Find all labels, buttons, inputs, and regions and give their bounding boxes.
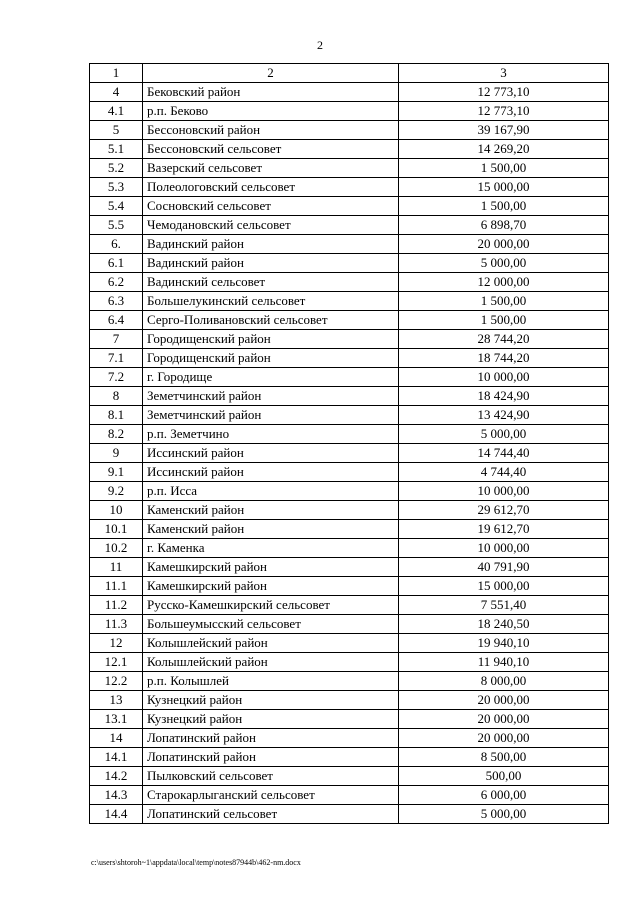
table-row — [90, 292, 609, 311]
row-number-cell: 14.3 — [90, 786, 143, 805]
row-name-cell: Городищенский район — [143, 330, 399, 349]
row-number-cell: 6.3 — [90, 292, 143, 311]
allocation-table — [89, 63, 609, 824]
row-value-cell: 20 000,00 — [399, 729, 609, 748]
table-row — [90, 159, 609, 178]
row-number-cell: 11 — [90, 558, 143, 577]
row-number-cell: 9.1 — [90, 463, 143, 482]
table-body — [90, 64, 609, 824]
row-name-cell: Сосновский сельсовет — [143, 197, 399, 216]
row-value-cell: 19 940,10 — [399, 634, 609, 653]
table-row — [90, 805, 609, 824]
row-name-cell: Камешкирский район — [143, 558, 399, 577]
row-name-cell: Пылковский сельсовет — [143, 767, 399, 786]
row-number-cell: 14 — [90, 729, 143, 748]
row-name-cell: Бессоновский район — [143, 121, 399, 140]
row-name-cell: р.п. Земетчино — [143, 425, 399, 444]
table-header-row — [90, 64, 609, 83]
row-name-cell: Русско-Камешкирский сельсовет — [143, 596, 399, 615]
row-number-cell: 5.1 — [90, 140, 143, 159]
table-row — [90, 349, 609, 368]
row-value-cell: 10 000,00 — [399, 368, 609, 387]
table-row — [90, 387, 609, 406]
row-name-cell: Бессоновский сельсовет — [143, 140, 399, 159]
row-name-cell: Камешкирский район — [143, 577, 399, 596]
row-value-cell: 8 000,00 — [399, 672, 609, 691]
row-number-cell: 8.2 — [90, 425, 143, 444]
row-value-cell: 18 744,20 — [399, 349, 609, 368]
row-name-cell: Колышлейский район — [143, 653, 399, 672]
column-header-value: 3 — [399, 64, 609, 83]
table-row — [90, 482, 609, 501]
row-value-cell: 10 000,00 — [399, 539, 609, 558]
table-row — [90, 634, 609, 653]
row-number-cell: 5 — [90, 121, 143, 140]
row-name-cell: Большелукинский сельсовет — [143, 292, 399, 311]
row-number-cell: 10 — [90, 501, 143, 520]
row-name-cell: Кузнецкий район — [143, 710, 399, 729]
table-row — [90, 710, 609, 729]
table-row — [90, 558, 609, 577]
row-value-cell: 4 744,40 — [399, 463, 609, 482]
table-row — [90, 178, 609, 197]
row-value-cell: 20 000,00 — [399, 691, 609, 710]
row-name-cell: Лопатинский район — [143, 748, 399, 767]
row-number-cell: 5.4 — [90, 197, 143, 216]
table-row — [90, 767, 609, 786]
table-row — [90, 786, 609, 805]
row-name-cell: р.п. Беково — [143, 102, 399, 121]
row-value-cell: 28 744,20 — [399, 330, 609, 349]
row-value-cell: 20 000,00 — [399, 710, 609, 729]
row-value-cell: 39 167,90 — [399, 121, 609, 140]
table-row — [90, 406, 609, 425]
table-row — [90, 197, 609, 216]
row-name-cell: Вадинский район — [143, 254, 399, 273]
row-name-cell: Кузнецкий район — [143, 691, 399, 710]
row-number-cell: 5.2 — [90, 159, 143, 178]
row-value-cell: 18 240,50 — [399, 615, 609, 634]
row-number-cell: 14.1 — [90, 748, 143, 767]
row-name-cell: Каменский район — [143, 501, 399, 520]
row-number-cell: 6. — [90, 235, 143, 254]
table-row — [90, 102, 609, 121]
row-value-cell: 5 000,00 — [399, 425, 609, 444]
row-value-cell: 12 773,10 — [399, 83, 609, 102]
row-value-cell: 15 000,00 — [399, 577, 609, 596]
row-number-cell: 9.2 — [90, 482, 143, 501]
row-name-cell: Земетчинский район — [143, 406, 399, 425]
table-row — [90, 83, 609, 102]
row-name-cell: Иссинский район — [143, 463, 399, 482]
row-value-cell: 29 612,70 — [399, 501, 609, 520]
table-row — [90, 539, 609, 558]
table-row — [90, 425, 609, 444]
row-name-cell: р.п. Исса — [143, 482, 399, 501]
row-name-cell: Серго-Поливановский сельсовет — [143, 311, 399, 330]
row-name-cell: Большеумысский сельсовет — [143, 615, 399, 634]
row-value-cell: 6 000,00 — [399, 786, 609, 805]
row-name-cell: Колышлейский район — [143, 634, 399, 653]
table-row — [90, 501, 609, 520]
row-name-cell: г. Каменка — [143, 539, 399, 558]
table-row — [90, 235, 609, 254]
row-number-cell: 8.1 — [90, 406, 143, 425]
row-number-cell: 5.5 — [90, 216, 143, 235]
table-row — [90, 368, 609, 387]
row-number-cell: 11.1 — [90, 577, 143, 596]
row-number-cell: 12 — [90, 634, 143, 653]
row-number-cell: 6.2 — [90, 273, 143, 292]
table-row — [90, 140, 609, 159]
row-name-cell: Вазерский сельсовет — [143, 159, 399, 178]
row-number-cell: 5.3 — [90, 178, 143, 197]
row-value-cell: 19 612,70 — [399, 520, 609, 539]
row-value-cell: 14 269,20 — [399, 140, 609, 159]
row-name-cell: Бековский район — [143, 83, 399, 102]
row-number-cell: 7 — [90, 330, 143, 349]
table-row — [90, 463, 609, 482]
row-number-cell: 8 — [90, 387, 143, 406]
row-number-cell: 10.1 — [90, 520, 143, 539]
row-number-cell: 7.2 — [90, 368, 143, 387]
table-row — [90, 615, 609, 634]
row-value-cell: 10 000,00 — [399, 482, 609, 501]
row-number-cell: 14.2 — [90, 767, 143, 786]
row-number-cell: 4 — [90, 83, 143, 102]
row-value-cell: 1 500,00 — [399, 292, 609, 311]
table-row — [90, 729, 609, 748]
row-value-cell: 8 500,00 — [399, 748, 609, 767]
table-row — [90, 216, 609, 235]
document-file-path: c:\users\shtoroh~1\appdata\local\temp\notes87944b\462-nm.docx — [91, 858, 301, 867]
row-number-cell: 6.4 — [90, 311, 143, 330]
row-name-cell: Чемодановский сельсовет — [143, 216, 399, 235]
row-number-cell: 6.1 — [90, 254, 143, 273]
row-value-cell: 40 791,90 — [399, 558, 609, 577]
row-value-cell: 1 500,00 — [399, 197, 609, 216]
row-value-cell: 12 773,10 — [399, 102, 609, 121]
row-value-cell: 5 000,00 — [399, 254, 609, 273]
row-value-cell: 11 940,10 — [399, 653, 609, 672]
table-row — [90, 596, 609, 615]
table-row — [90, 330, 609, 349]
row-name-cell: Каменский район — [143, 520, 399, 539]
row-name-cell: Лопатинский сельсовет — [143, 805, 399, 824]
column-header-name: 2 — [143, 64, 399, 83]
row-value-cell: 500,00 — [399, 767, 609, 786]
row-name-cell: Городищенский район — [143, 349, 399, 368]
row-number-cell: 4.1 — [90, 102, 143, 121]
table-row — [90, 311, 609, 330]
row-value-cell: 5 000,00 — [399, 805, 609, 824]
row-number-cell: 9 — [90, 444, 143, 463]
table-row — [90, 672, 609, 691]
row-number-cell: 7.1 — [90, 349, 143, 368]
row-name-cell: Вадинский район — [143, 235, 399, 254]
row-value-cell: 7 551,40 — [399, 596, 609, 615]
row-number-cell: 11.3 — [90, 615, 143, 634]
row-name-cell: Иссинский район — [143, 444, 399, 463]
table-row — [90, 273, 609, 292]
row-value-cell: 1 500,00 — [399, 159, 609, 178]
row-value-cell: 6 898,70 — [399, 216, 609, 235]
table-row — [90, 121, 609, 140]
row-value-cell: 12 000,00 — [399, 273, 609, 292]
page-number: 2 — [317, 38, 323, 52]
row-number-cell: 12.1 — [90, 653, 143, 672]
row-number-cell: 11.2 — [90, 596, 143, 615]
column-header-number: 1 — [90, 64, 143, 83]
row-value-cell: 14 744,40 — [399, 444, 609, 463]
row-name-cell: р.п. Колышлей — [143, 672, 399, 691]
row-value-cell: 13 424,90 — [399, 406, 609, 425]
row-number-cell: 13.1 — [90, 710, 143, 729]
row-number-cell: 12.2 — [90, 672, 143, 691]
table-row — [90, 748, 609, 767]
row-number-cell: 13 — [90, 691, 143, 710]
row-value-cell: 20 000,00 — [399, 235, 609, 254]
row-name-cell: Старокарлыганский сельсовет — [143, 786, 399, 805]
table-row — [90, 254, 609, 273]
table-row — [90, 691, 609, 710]
table-row — [90, 653, 609, 672]
row-name-cell: Вадинский сельсовет — [143, 273, 399, 292]
table-row — [90, 520, 609, 539]
row-number-cell: 10.2 — [90, 539, 143, 558]
row-value-cell: 15 000,00 — [399, 178, 609, 197]
table-row — [90, 444, 609, 463]
row-name-cell: Лопатинский район — [143, 729, 399, 748]
row-name-cell: г. Городище — [143, 368, 399, 387]
row-number-cell: 14.4 — [90, 805, 143, 824]
row-name-cell: Земетчинский район — [143, 387, 399, 406]
row-value-cell: 18 424,90 — [399, 387, 609, 406]
table-row — [90, 577, 609, 596]
row-value-cell: 1 500,00 — [399, 311, 609, 330]
row-name-cell: Полеологовский сельсовет — [143, 178, 399, 197]
